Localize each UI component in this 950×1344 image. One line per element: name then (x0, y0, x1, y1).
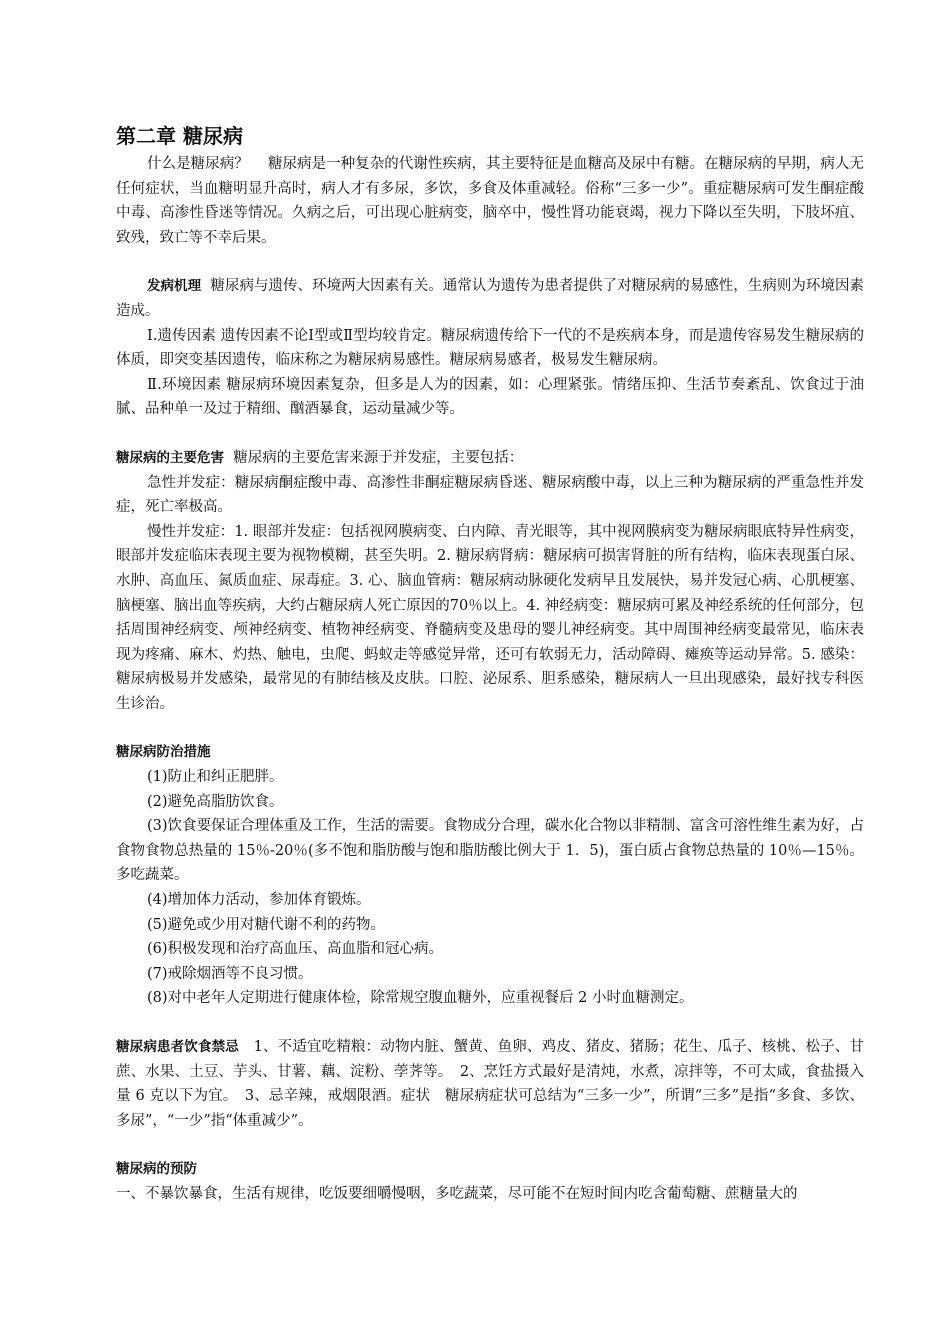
acute-complication-paragraph: 急性并发症：糖尿病酮症酸中毒、高渗性非酮症糖尿病昏迷、糖尿病酸中毒，以上三种为糖尿病的严重急性并发症，死亡率极高。 (116, 474, 864, 516)
measure-item: (6)积极发现和治疗高血压、高血脂和冠心病。 (147, 941, 444, 958)
prevention-heading: 糖尿病的预防 (116, 1161, 197, 1178)
measure-item: (8)对中老年人定期进行健康体检，除常规空腹血糖外，应重视餐后 2 小时血糖测定。 (147, 990, 694, 1007)
spacer (116, 1133, 864, 1157)
spacer (116, 250, 864, 274)
measure-item: (3)饮食要保证合理体重及工作，生活的需要。食物成分合理，碳水化合物以非精制、富含可溶性维生素为好，占食物食物总热量的 15％-20％(多不饱和脂肪酸与饱和脂肪酸比例大于 1．5)，蛋白质占食物总热量的 10％—15％。多吃蔬菜。 (116, 818, 864, 884)
mechanism-text: 糖尿病与遗传、环境两大因素有关。通常认为遗传为患者提供了对糖尿病的易感性，生病则为环境因素造成。 (116, 278, 865, 319)
chronic-complication-paragraph: 慢性并发症：1. 眼部并发症：包括视网膜病变、白内障、青光眼等，其中视网膜病变为糖尿病眼底特异性病变，眼部并发症临床表现主要为视物模糊，甚至失明。2. 糖尿病肾病：糖尿病可损害肾脏的所有结构，临床表现蛋白尿、水肿、高血压、氮质血症、尿毒症。3. 心、脑血管病：糖尿病动脉硬化发病早且发展快，易并发冠心病、心肌梗塞、脑梗塞、脑出血等疾病，大约占糖尿病人死亡原因的70％以上。4. 神经病变：糖尿病可累及神经系统的任何部分，包括周围神经病变、颅神经病变、植物神经病变、脊髓病变及患母的婴儿神经病变。其中周围神经病变最常见，临床表现为疼痛、麻木、灼热、触电，虫爬、蚂蚁走等感觉异常，还可有软弱无力，活动障碍、瘫痪等运动异常。5. 感染：糖尿病极易并发感染，最常见的有肺结核及皮肤。口腔、泌尿系、胆系感染，糖尿病人一旦出现感染，最好找专科医生诊治。 (116, 523, 864, 712)
measure-item: (1)防止和纠正肥胖。 (147, 769, 284, 786)
mechanism-heading: 发病机理 (147, 278, 202, 295)
prevention-paragraph: 一、不暴饮暴食，生活有规律，吃饭要细嚼慢咽，多吃蔬菜，尽可能不在短时间内吃含葡萄糖、蔗糖量大的 (116, 1185, 798, 1202)
spacer (116, 1011, 864, 1035)
measure-item: (2)避免高脂肪饮食。 (147, 793, 284, 810)
harm-paragraph (116, 446, 864, 471)
prevention-measures-heading: 糖尿病防治措施 (116, 744, 211, 761)
spacer (116, 716, 864, 740)
measure-item: (7)戒除烟酒等不良习惯。 (147, 965, 313, 982)
harm-heading: 糖尿病的主要危害 (116, 449, 224, 466)
genetic-factor-paragraph: Ⅰ.遗传因素 遗传因素不论Ⅰ型或Ⅱ型均较肯定。糖尿病遗传给下一代的不是疾病本身，而是遗传容易发生糖尿病的体质，即突变基因遗传，临床称之为糖尿病易感性。糖尿病易感者，极易发生糖尿病。 (116, 327, 864, 369)
diet-text: 1、不适宜吃精粮：动物内脏、蟹黄、鱼卵、鸡皮、猪皮、猪肠；花生、瓜子、核桃、松子、甘蔗、水果、土豆、芋头、甘薯、藕、淀粉、荸荠等。 2、烹饪方式最好是清炖，水煮，凉拌等，不可太咸，食盐摄入量 6 克以下为宜。 3、忌辛辣，戒烟限酒。症状 糖尿病症状可总结为“三多一少”，所谓“三多”是指“多食、多饮、多尿”，“一少”指“体重减少”。 (116, 1039, 864, 1129)
environment-factor-paragraph: Ⅱ.环境因素 糖尿病环境因素复杂，但多是人为的因素，如：心理紧张。情绪压抑、生活节奏紊乱、饮食过于油腻、品种单一及过于精细、酗酒暴食，运动量减少等。 (116, 376, 864, 418)
mechanism-paragraph (116, 274, 864, 323)
document-body (116, 122, 864, 1207)
diet-paragraph (116, 1035, 864, 1133)
harm-text: 糖尿病的主要危害来源于并发症，主要包括： (233, 449, 524, 466)
spacer (116, 422, 864, 446)
chapter-title: 第二章 糖尿病 (116, 124, 243, 148)
diet-heading: 糖尿病患者饮食禁忌 (116, 1039, 239, 1055)
intro-paragraph: 什么是糖尿病？ 糖尿病是一种复杂的代谢性疾病，其主要特征是血糖高及尿中有糖。在糖尿病的早期，病人无任何症状，当血糖明显升高时，病人才有多尿，多饮，多食及体重减轻。俗称“三多一少”。重症糖尿病可发生酮症酸中毒、高渗性昏迷等情况。久病之后，可出现心脏病变，脑卒中，慢性肾功能衰竭，视力下降以至失明，下肢坏疽、致残，致亡等不幸后果。 (116, 156, 864, 246)
measure-item: (5)避免或少用对糖代谢不利的药物。 (147, 916, 386, 933)
measure-item: (4)增加体力活动，参加体育锻炼。 (147, 892, 371, 909)
